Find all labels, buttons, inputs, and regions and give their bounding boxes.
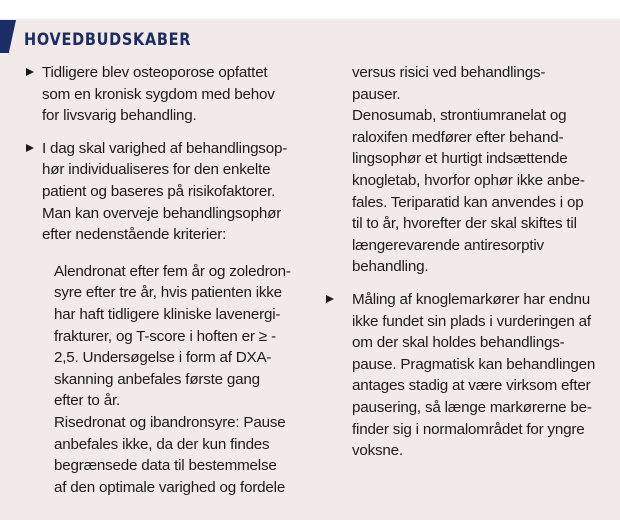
text-line: som en kronisk sygdom med behov — [42, 85, 275, 103]
text-line: I dag skal varighed af behandlingsop- — [42, 139, 288, 157]
text-line: Man kan overveje behandlingsophør — [42, 204, 282, 222]
criteria-risedronat-continued — [320, 62, 610, 105]
text-line: om der skal holdes behandlings- — [352, 334, 565, 352]
text-line: frakturer, og T-score i hoften er ≥ - — [54, 327, 276, 345]
bullet-item-individualised — [24, 138, 304, 246]
text-line: hør individualiseres for den enkelte — [42, 161, 271, 179]
text-line: efter to år. — [54, 392, 120, 410]
box-title: HOVEDBUDSKABER — [24, 30, 192, 49]
text-line: af den optimale varighed og fordele — [54, 478, 286, 496]
text-line: lingsophør et hurtigt indsættende — [352, 150, 568, 168]
left-column — [24, 62, 304, 498]
text-line: anbefales ikke, da der kun findes — [54, 435, 270, 453]
text-line: versus risici ved behandlings- — [352, 64, 546, 81]
text-line: finder sig i normalområdet for yngre — [352, 420, 585, 438]
text-line: Måling af knoglemarkører har endnu — [352, 290, 591, 308]
text-line: for livsvarig behandling. — [42, 107, 197, 125]
right-column — [320, 62, 610, 462]
text-line: fales. Teriparatid kan anvendes i op — [352, 193, 584, 211]
text-line: skanning anbefales første gang — [54, 370, 260, 388]
triangle-right-icon — [326, 295, 334, 303]
text-line: pauser. — [352, 85, 401, 103]
text-line: pausering, så længe markørerne be- — [352, 398, 592, 416]
text-line: Risedronat og ibandronsyre: Pause — [54, 413, 286, 431]
text-line: voksne. — [352, 442, 403, 460]
text-line: Alendronat efter fem år og zoledron- — [54, 262, 291, 280]
text-line: Denosumab, strontiumranelat og — [352, 107, 567, 125]
text-line: syre efter tre år, hvis patienten ikke — [54, 284, 282, 302]
criteria-alendronat — [24, 261, 304, 412]
text-line: patient og baseres på risikofaktorer. — [42, 182, 276, 200]
criteria-denosumab — [320, 105, 610, 278]
text-line: efter nedenstående kriterier: — [42, 226, 227, 244]
text-line: raloxifen medfører efter behand- — [352, 128, 564, 146]
text-line: behandling. — [352, 258, 429, 276]
bullet-item-history — [24, 62, 304, 127]
text-line: begrænsede data til bestemmelse — [54, 457, 277, 475]
text-line: ikke fundet sin plads i vurderingen af — [352, 312, 591, 330]
text-line: pause. Pragmatisk kan behandlingen — [352, 355, 596, 373]
triangle-right-icon — [26, 68, 34, 76]
text-line: længerevarende antiresorptiv — [352, 236, 544, 254]
text-line: antages stadig at være virksom efter — [352, 377, 591, 395]
text-line: 2,5. Undersøgelse i form af DXA- — [54, 349, 272, 367]
text-line: til to år, hvorefter der skal skiftes til — [352, 215, 577, 233]
criteria-risedronat — [24, 412, 304, 498]
triangle-right-icon — [26, 144, 34, 152]
text-line: knogletab, hvorfor ophør ikke anbe- — [352, 171, 585, 189]
text-line: Tidligere blev osteoporose opfattet — [42, 64, 268, 81]
text-line: har haft tidligere kliniske lavenergi- — [54, 305, 281, 323]
bullet-item-bone-markers — [320, 289, 610, 462]
